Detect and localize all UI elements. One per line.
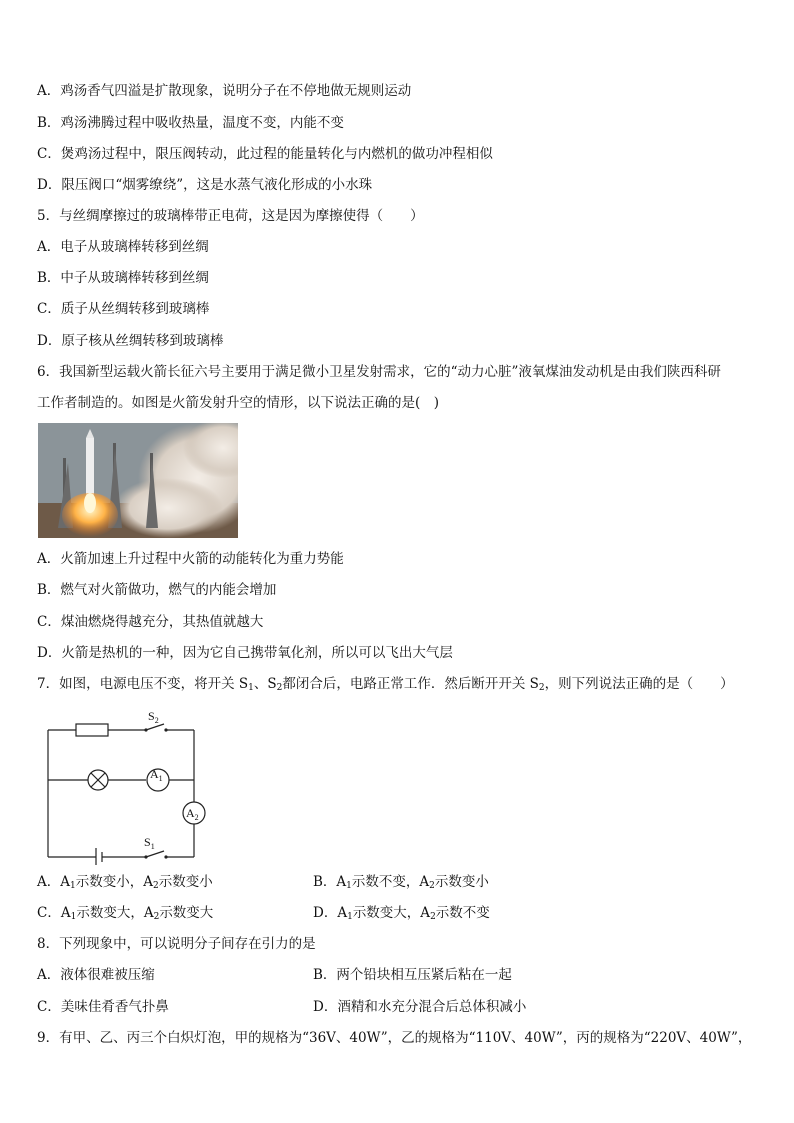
q8-options-row1 — [37, 966, 757, 984]
q7-option-b: B．$A_1$示数不变，$A_2$示数变小 — [313, 874, 489, 891]
q8-option-d: D．酒精和水充分混合后总体积减小 — [313, 999, 527, 1015]
q6-stem-line2: 工作者制造的。如图是火箭发射升空的情形，以下说法正确的是( ) — [37, 395, 440, 411]
a1-label: $A_1$ — [150, 767, 163, 783]
q7-option-a: A．$A_1$示数变小，$A_2$示数变小 — [37, 874, 213, 891]
q5-option-d: D．原子核从丝绸转移到玻璃棒 — [37, 333, 224, 349]
q4-option-a: A．鸡汤香气四溢是扩散现象，说明分子在不停地做无规则运动 — [37, 83, 412, 99]
q7-option-d: D．$A_1$示数变大，$A_2$示数不变 — [313, 905, 490, 922]
q8-stem: 8．下列现象中，可以说明分子间存在引力的是 — [37, 936, 316, 952]
q6-option-d: D．火箭是热机的一种，因为它自己携带氧化剂，所以可以飞出大气层 — [37, 645, 453, 661]
q7-options-row2 — [37, 904, 757, 926]
q6-option-c: C．煤油燃烧得越充分，其热值就越大 — [37, 614, 264, 630]
q7-stem: 7．如图，电源电压不变，将开关 $S_1$、$S_2$都闭合后，电路正常工作．然后断开开关 $S_2$，则下列说法正确的是（ ） — [37, 676, 734, 693]
q5-stem: 5．与丝绸摩擦过的玻璃棒带正电荷，这是因为摩擦使得（ ） — [37, 208, 424, 224]
circuit-diagram — [36, 700, 216, 869]
a2-label: $A_2$ — [186, 806, 199, 822]
q7-option-c: C．$A_1$示数变大，$A_2$示数变大 — [37, 905, 214, 922]
q6-option-a: A．火箭加速上升过程中火箭的动能转化为重力势能 — [37, 551, 344, 567]
q8-option-c: C．美味佳肴香气扑鼻 — [37, 999, 169, 1015]
q6-stem-line1: 6．我国新型运载火箭长征六号主要用于满足微小卫星发射需求，它的“动力心脏”液氧煤油发动机是由我们陕西科研 — [37, 364, 721, 380]
rocket-launch-photo — [38, 423, 238, 538]
s2-label: $S_2$ — [148, 709, 159, 725]
q8-option-a: A．液体很难被压缩 — [37, 967, 155, 983]
q7-options-row1 — [37, 873, 757, 895]
q5-option-c: C．质子从丝绸转移到玻璃棒 — [37, 301, 210, 317]
q4-option-b: B．鸡汤沸腾过程中吸收热量，温度不变，内能不变 — [37, 115, 344, 131]
q5-option-a: A．电子从玻璃棒转移到丝绸 — [37, 239, 209, 255]
s1-label: $S_1$ — [144, 835, 155, 851]
q8-option-b: B．两个铅块相互压紧后粘在一起 — [313, 967, 512, 983]
q9-stem: 9．有甲、乙、丙三个白炽灯泡，甲的规格为“36V、40W”，乙的规格为“110V、40W”，丙的规格为“220V、40W”， — [37, 1030, 752, 1046]
q4-option-c: C．煲鸡汤过程中，限压阀转动，此过程的能量转化与内燃机的做功冲程相似 — [37, 146, 493, 162]
q8-options-row2 — [37, 998, 757, 1016]
q4-option-d: D．限压阀口“烟雾缭绕”，这是水蒸气液化形成的小水珠 — [37, 177, 373, 193]
q6-option-b: B．燃气对火箭做功，燃气的内能会增加 — [37, 582, 277, 598]
q5-option-b: B．中子从玻璃棒转移到丝绸 — [37, 270, 209, 286]
